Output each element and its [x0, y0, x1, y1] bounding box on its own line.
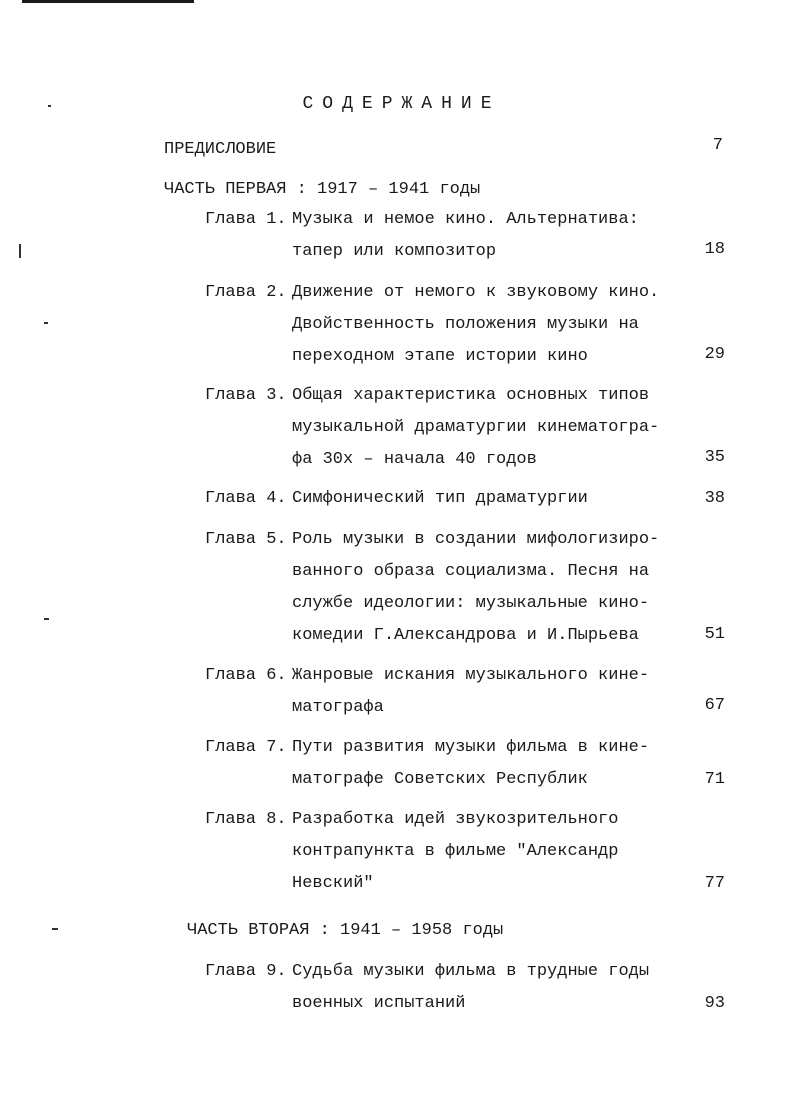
chapter-title-line: комедии Г.Александрова и И.Пырьева [292, 626, 639, 645]
chapter-title-line: Роль музыки в создании мифологизиро- [292, 530, 660, 549]
scan-mark [19, 244, 21, 258]
chapter-label: Глава 1. [205, 210, 287, 229]
scan-mark [52, 928, 58, 930]
chapter-title-line: тапер или композитор [292, 242, 497, 261]
part-two-heading[interactable]: ЧАСТЬ ВТОРАЯ : 1941 – 1958 годы [187, 921, 504, 940]
chapter-entry[interactable] [205, 386, 725, 478]
chapter-title-line: Симфонический тип драматургии [292, 489, 588, 508]
chapter-title-line: Невский" [292, 874, 374, 893]
chapter-title-line: Движение от немого к звуковому кино. [292, 283, 660, 302]
chapter-title-line: Судьба музыки фильма в трудные годы [292, 962, 650, 981]
chapter-entry[interactable] [205, 738, 725, 798]
part-one-heading[interactable]: ЧАСТЬ ПЕРВАЯ : 1917 – 1941 годы [164, 180, 481, 199]
chapter-title-line: фа 30х – начала 40 годов [292, 450, 537, 469]
chapter-page: 51 [704, 625, 725, 644]
chapter-label: Глава 3. [205, 386, 287, 405]
chapter-page: 93 [704, 994, 725, 1013]
chapter-title-line: Жанровые искания музыкального кине- [292, 666, 650, 685]
chapter-label: Глава 6. [205, 666, 287, 685]
chapter-entry[interactable] [205, 283, 725, 375]
chapter-page: 71 [704, 770, 725, 789]
chapter-title-line: Двойственность положения музыки на [292, 315, 639, 334]
chapter-label: Глава 4. [205, 489, 287, 508]
chapter-entry[interactable] [205, 810, 725, 902]
chapter-entry[interactable] [205, 210, 725, 270]
preface-label[interactable]: ПРЕДИСЛОВИЕ [164, 140, 277, 159]
chapter-title-line: Разработка идей звукозрительного [292, 810, 619, 829]
chapter-title-line: службе идеологии: музыкальные кино- [292, 594, 650, 613]
top-border-line [22, 0, 194, 3]
chapter-label: Глава 7. [205, 738, 287, 757]
chapter-title-line: Общая характеристика основных типов [292, 386, 650, 405]
chapter-label: Глава 5. [205, 530, 287, 549]
chapter-title-line: Музыка и немое кино. Альтернатива: [292, 210, 639, 229]
chapter-title-line: Пути развития музыки фильма в кине- [292, 738, 650, 757]
chapter-title-line: контрапункта в фильме "Александр [292, 842, 619, 861]
chapter-page: 67 [704, 696, 725, 715]
chapter-title-line: ванного образа социализма. Песня на [292, 562, 650, 581]
chapter-title-line: музыкальной драматургии кинематогра- [292, 418, 660, 437]
chapter-page: 38 [704, 489, 725, 508]
preface-page: 7 [712, 136, 723, 155]
chapter-label: Глава 2. [205, 283, 287, 302]
chapter-page: 18 [704, 240, 725, 259]
scan-mark [44, 618, 49, 620]
chapter-entry[interactable] [205, 530, 725, 654]
chapter-entry[interactable] [205, 489, 725, 513]
chapter-entry[interactable] [205, 666, 725, 726]
chapter-title-line: матографа [292, 698, 384, 717]
chapter-title-line: матографе Советских Республик [292, 770, 588, 789]
page-title: СОДЕРЖАНИЕ [302, 94, 501, 114]
chapter-label: Глава 8. [205, 810, 287, 829]
chapter-title-line: военных испытаний [292, 994, 466, 1013]
chapter-page: 35 [704, 448, 725, 467]
scan-mark [44, 322, 48, 324]
chapter-page: 77 [704, 874, 725, 893]
chapter-entry[interactable] [205, 962, 725, 1022]
chapter-label: Глава 9. [205, 962, 287, 981]
chapter-page: 29 [704, 345, 725, 364]
chapter-title-line: переходном этапе истории кино [292, 347, 588, 366]
